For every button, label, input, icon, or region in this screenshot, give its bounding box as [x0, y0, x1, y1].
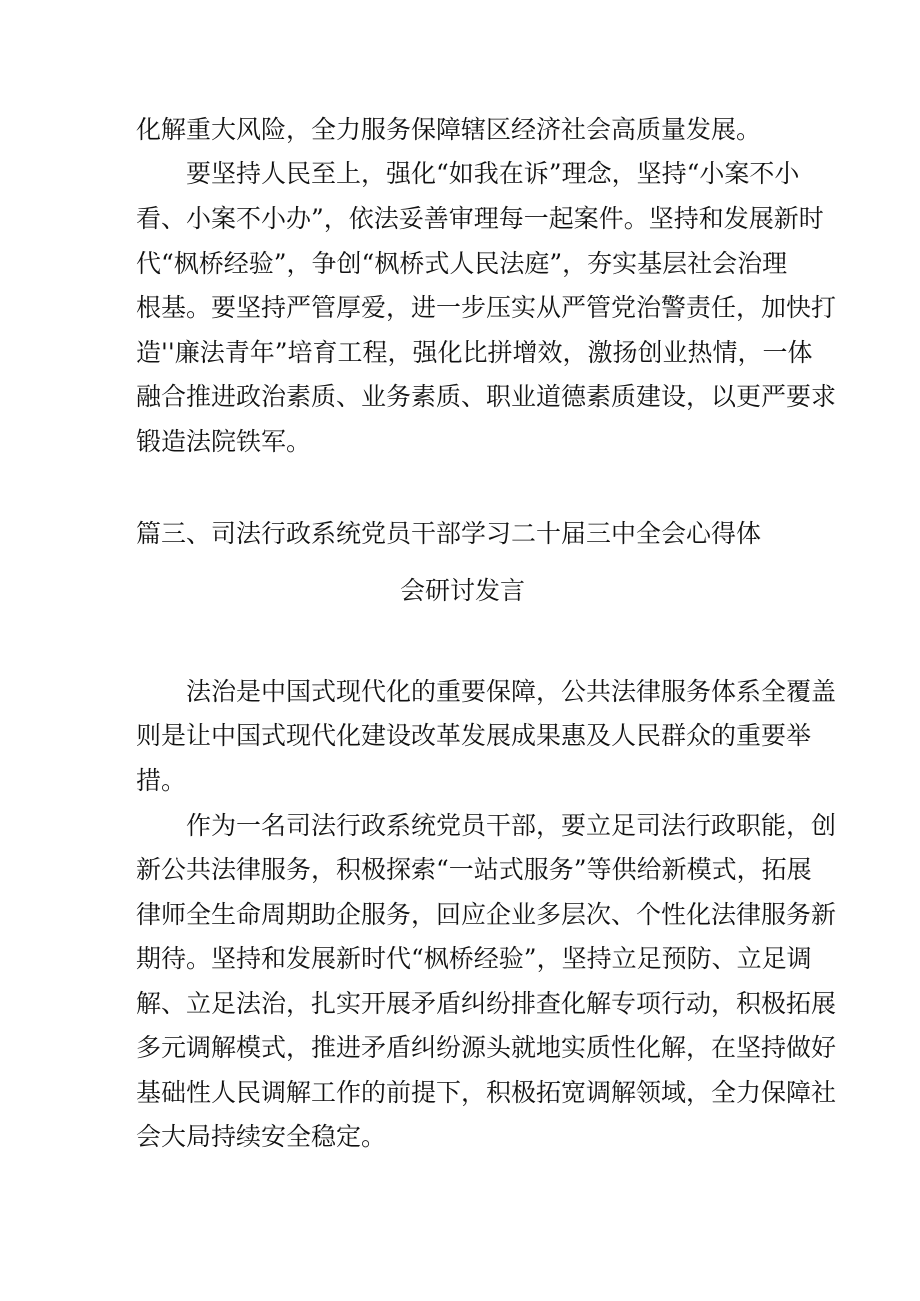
paragraph-line: 新公共法律服务，积极探索“一站式服务”等供给新模式，拓展 [136, 855, 812, 884]
paragraph-line: 要坚持人民至上，强化“如我在诉”理念，坚持“小案不小 [186, 159, 800, 188]
paragraph-line: 律师全生命周期助企服务，回应企业多层次、个性化法律服务新 [136, 900, 837, 929]
paragraph-line: 期待。坚持和发展新时代“枫桥经验”，坚持立足预防、立足调 [136, 944, 812, 973]
paragraph-line: 看、小案不小办”，依法妥善审理每一起案件。坚持和发展新时 [136, 204, 824, 233]
paragraph-line: 造''廉法青年”培育工程，强化比拼增效，激扬创业热情，一体 [136, 338, 813, 367]
paragraph-line: 化解重大风险，全力服务保障辖区经济社会高质量发展。 [136, 115, 762, 144]
section-title-line-1: 篇三、司法行政系统党员干部学习二十届三中全会心得体 [136, 519, 762, 548]
paragraph-line: 解、立足法治，扎实开展矛盾纠纷排查化解专项行动，积极拓展 [136, 989, 837, 1018]
paragraph-line: 多元调解模式，推进矛盾纠纷源头就地实质性化解，在坚持做好 [136, 1033, 837, 1062]
paragraph-line: 根基。要坚持严管厚爱，进一步压实从严管党治警责任，加快打 [136, 293, 837, 322]
paragraph-line: 基础性人民调解工作的前提下，积极拓宽调解领域，全力保障社 [136, 1078, 837, 1107]
paragraph-line: 法治是中国式现代化的重要保障，公共法律服务体系全覆盖 [186, 677, 837, 706]
paragraph-line: 措。 [136, 766, 187, 795]
paragraph-line: 则是让中国式现代化建设改革发展成果惠及人民群众的重要举 [136, 721, 812, 750]
section-title-line-2: 会研讨发言 [400, 576, 526, 605]
paragraph-line: 会大局持续安全稳定。 [136, 1122, 387, 1151]
paragraph-line: 锻造法院铁军。 [136, 427, 312, 456]
paragraph-line: 代“枫桥经验”，争创“枫桥式人民法庭”，夯实基层社会治理 [136, 249, 788, 278]
paragraph-line: 融合推进政治素质、业务素质、职业道德素质建设，以更严要求 [136, 382, 837, 411]
paragraph-line: 作为一名司法行政系统党员干部，要立足司法行政职能，创 [186, 811, 837, 840]
